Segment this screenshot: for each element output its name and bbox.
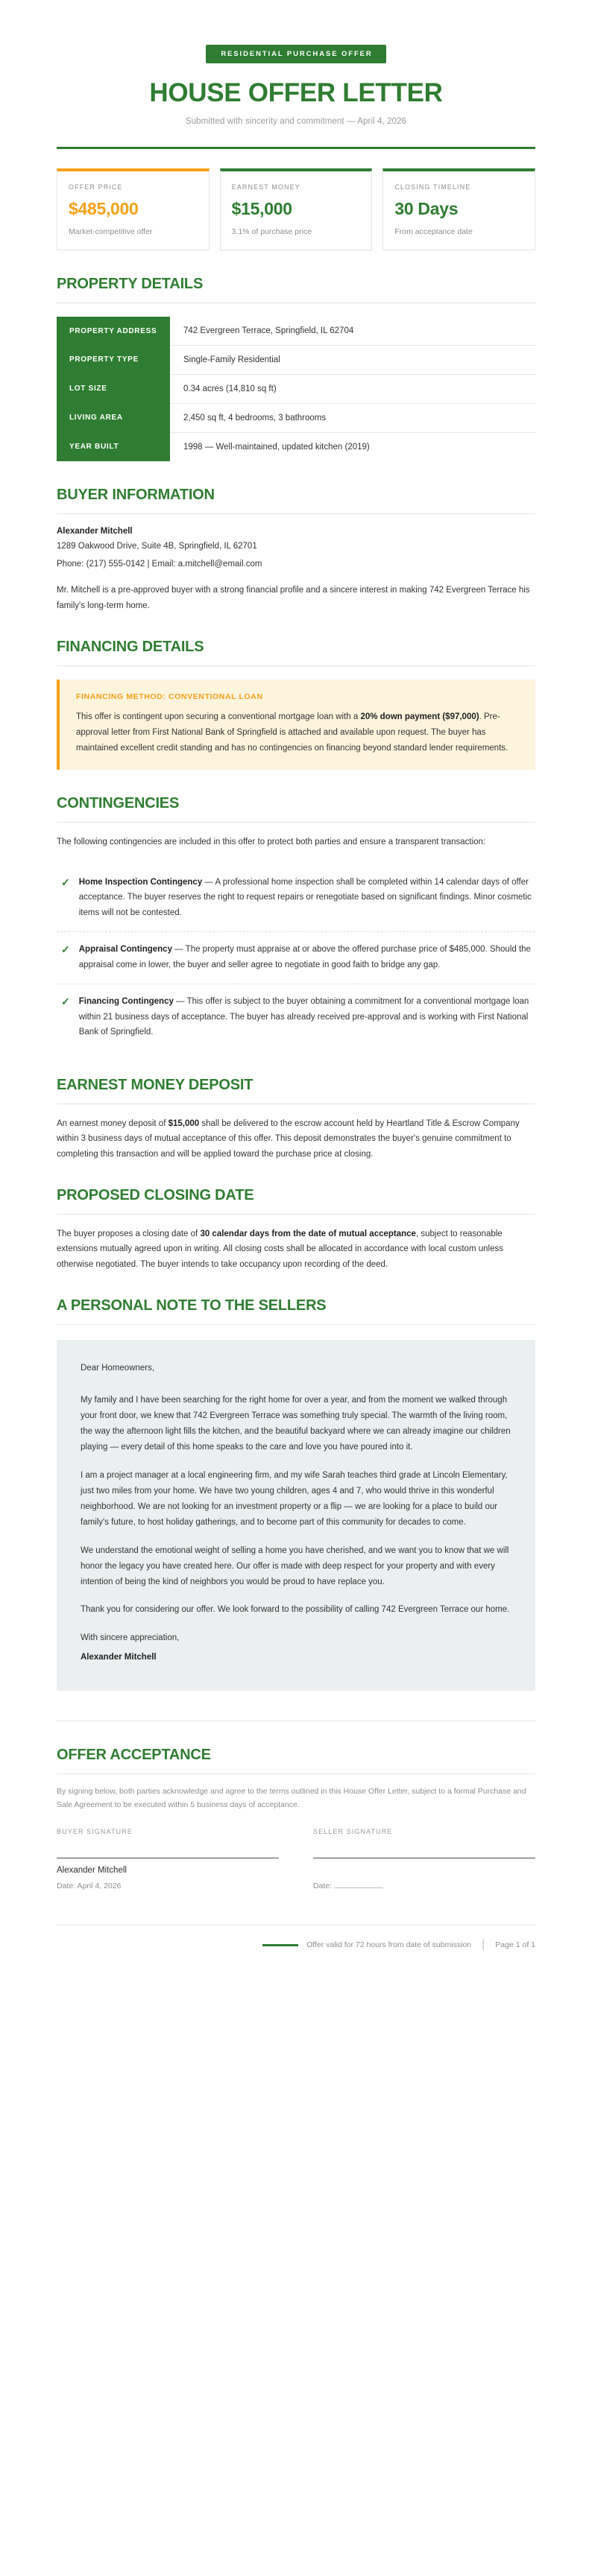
header-divider <box>57 147 535 149</box>
buyer-contact: Phone: (217) 555-0142 | Email: a.mitchell@email.com <box>57 559 262 569</box>
callout-text-part1: This offer is contingent upon securing a conventional mortgage loan with a <box>76 712 361 722</box>
closing-text-part1: The buyer proposes a closing date of <box>57 1230 201 1238</box>
table-row <box>57 345 535 374</box>
section-heading: BUYER INFORMATION <box>57 486 215 503</box>
table-row <box>57 432 535 461</box>
letter-paragraph: I am a project manager at a local engineering firm, and my wife Sarah teaches third grade at Lincoln Elementary, just two miles from your home. We have two young children, ages 4 and 7, who would thrive in this wonderful neighborhood. We are not looking for an investment property or a flip — we are looking for a place to build our family's future, to host holiday gatherings, and to become part of this community for decades to come. <box>81 1471 508 1527</box>
contingency-text <box>79 994 535 1039</box>
callout-title: FINANCING METHOD: CONVENTIONAL LOAN <box>76 692 263 702</box>
footer-separator: | <box>482 1938 485 1952</box>
buyer-name: Alexander Mitchell <box>57 526 133 536</box>
section-divider <box>57 513 535 514</box>
closing-body <box>57 1227 535 1272</box>
seller-signature-date <box>313 1882 535 1890</box>
contingency-text <box>79 875 535 920</box>
list-item <box>57 865 535 932</box>
section-property-details <box>57 276 535 461</box>
stat-card-closing-timeline <box>382 168 535 250</box>
letter-salutation: Dear Homeowners, <box>81 1364 155 1373</box>
signature-grid <box>57 1828 535 1890</box>
section-heading: CONTINGENCIES <box>57 795 180 812</box>
table-cell-value: 0.34 acres (14,810 sq ft) <box>170 374 535 403</box>
stat-note: Market-competitive offer <box>69 227 153 236</box>
section-heading: PROPERTY DETAILS <box>57 275 204 292</box>
document-footer <box>57 1938 535 2004</box>
page-title: HOUSE OFFER LETTER <box>149 78 443 107</box>
section-divider <box>57 1214 535 1215</box>
table-cell-value: 1998 — Well-maintained, updated kitchen (2019) <box>183 442 370 452</box>
table-cell-key: PROPERTY TYPE <box>57 345 170 374</box>
seller-signature-label: SELLER SIGNATURE <box>313 1828 393 1836</box>
section-divider <box>57 1324 535 1325</box>
section-personal-note <box>57 1297 535 1691</box>
letter-paragraph: Thank you for considering our offer. We look forward to the possibility of calling 742 Evergreen Terrace our home. <box>81 1605 510 1615</box>
contingency-body: — This offer is subject to the buyer obtaining a commitment for a conventional mortgage loan within 21 business days of acceptance. The buyer has already received pre-approval and is working with First National Bank of Springfield. <box>78 997 529 1037</box>
section-divider <box>57 822 535 823</box>
section-heading: PROPOSED CLOSING DATE <box>57 1187 254 1203</box>
list-item <box>57 932 535 984</box>
section-contingencies <box>57 795 535 1051</box>
seller-signature-block <box>313 1828 535 1890</box>
table-row <box>57 403 535 432</box>
table-cell-key: YEAR BUILT <box>57 432 170 461</box>
letter-signer: Alexander Mitchell <box>81 1653 157 1662</box>
section-heading: FINANCING DETAILS <box>57 639 204 656</box>
section-divider <box>57 1773 535 1774</box>
letter-paragraph: My family and I have been searching for the right home for over a year, and from the moment we walked through your front door, we knew that 742 Evergreen Terrace was something truly special. The warmth of the living room, the way the afternoon light fills the kitchen, and the beautiful backyard where we can already imagine our children playing — every detail of this home speaks to the care and love you have poured into it. <box>81 1396 511 1452</box>
letter-signoff: With sincere appreciation, <box>81 1633 180 1643</box>
stat-value: 30 Days <box>394 198 459 218</box>
stat-note: From acceptance date <box>394 227 473 236</box>
table-cell-value: 742 Evergreen Terrace, Springfield, IL 62704 <box>170 317 535 346</box>
section-financing-details <box>57 639 535 770</box>
callout-body <box>76 709 519 756</box>
contingency-text <box>79 942 535 972</box>
contingency-title: Financing Contingency <box>78 997 174 1007</box>
earnest-amount: $15,000 <box>168 1118 200 1128</box>
table-cell-key: PROPERTY ADDRESS <box>57 317 170 346</box>
seller-date-prefix: Date: <box>313 1882 333 1891</box>
table-row <box>57 374 535 403</box>
earnest-text-part1: An earnest money deposit of <box>57 1118 169 1128</box>
section-heading: A PERSONAL NOTE TO THE SELLERS <box>57 1297 327 1314</box>
callout-text-part2: . Pre-approval letter from First National Bank of Springfield is attached and available upon request. The buyer has maintained excellent credit standing and has no contingencies on financing beyond standard lender requirements. <box>76 712 508 753</box>
document-header <box>57 0 535 126</box>
stat-value: $485,000 <box>69 198 139 218</box>
offer-type-badge: RESIDENTIAL PURCHASE OFFER <box>206 45 385 63</box>
contingency-title: Home Inspection Contingency <box>78 877 203 887</box>
table-row <box>57 317 535 346</box>
personal-letter-box <box>57 1340 535 1691</box>
acceptance-note: By signing below, both parties acknowledge and agree to the terms outlined in this House Offer Letter, subject to a formal Purchase and Sale Agreement to be executed within 5 business days of acceptance. <box>57 1787 526 1810</box>
earnest-body <box>57 1116 535 1162</box>
property-details-table <box>57 317 535 461</box>
stat-card-offer-price <box>57 168 210 250</box>
buyer-summary: Mr. Mitchell is a pre-approved buyer with a strong financial profile and a sincere interest in making 742 Evergreen Terrace his family's long-term home. <box>57 586 530 610</box>
seller-signature-name <box>313 1866 535 1876</box>
financing-callout <box>57 680 535 770</box>
buyer-signature-date: Date: April 4, 2026 <box>57 1882 122 1891</box>
stat-label: OFFER PRICE <box>69 183 123 191</box>
check-icon: ✓ <box>61 943 70 956</box>
document-subtitle: Submitted with sincerity and commitment — April 4, 2026 <box>185 116 407 126</box>
table-cell-key: LIVING AREA <box>57 403 170 432</box>
footer-validity: Offer valid for 72 hours from date of submission <box>306 1940 472 1950</box>
check-icon: ✓ <box>61 876 70 888</box>
footer-dash-icon <box>262 1944 298 1946</box>
earnest-text-part2: shall be delivered to the escrow account held by Heartland Title & Escrow Company within 3 business days of mutual acceptance of this offer. This deposit demonstrates the buyer's genuine commitment to completing this transaction and will be applied toward the purchase price at closing. <box>57 1118 520 1159</box>
contingency-title: Appraisal Contingency <box>78 945 172 955</box>
stat-card-earnest-money <box>220 168 373 250</box>
buyer-signature-label: BUYER SIGNATURE <box>57 1828 133 1836</box>
stat-value: $15,000 <box>231 198 292 218</box>
letter-paragraph: We understand the emotional weight of selling a home you have cherished, and we want you to know that we will honor the legacy you have created here. Our offer is made with deep respect for your property and with every intention of being the kind of neighbors you would be proud to have replace you. <box>81 1545 509 1586</box>
stat-note: 3.1% of purchase price <box>231 227 312 236</box>
callout-text-emphasis: 20% down payment ($97,000) <box>360 712 479 722</box>
table-cell-key: LOT SIZE <box>57 374 170 403</box>
list-item <box>57 984 535 1051</box>
contingencies-intro: The following contingencies are included in this offer to protect both parties and ensure a transparent transaction: <box>57 838 486 847</box>
buyer-signature-name: Alexander Mitchell <box>57 1866 127 1876</box>
seller-date-blank[interactable] <box>334 1887 383 1888</box>
section-divider <box>57 665 535 666</box>
closing-text-part2: , subject to reasonable extensions mutually agreed upon in writing. All closing costs shall be allocated in accordance with local custom unless otherwise negotiated. The buyer intends to take occupancy upon recording of the deed. <box>57 1230 503 1269</box>
closing-term: 30 calendar days from the date of mutual acceptance <box>200 1230 416 1238</box>
stat-label: EARNEST MONEY <box>231 183 300 191</box>
table-cell-value: 2,450 sq ft, 4 bedrooms, 3 bathrooms <box>170 403 535 432</box>
buyer-address: 1289 Oakwood Drive, Suite 4B, Springfield, IL 62701 <box>57 541 257 551</box>
table-cell-value: Single-Family Residential <box>170 345 535 374</box>
stat-label: CLOSING TIMELINE <box>394 183 471 191</box>
summary-stats <box>57 168 535 250</box>
contingency-body: — A professional home inspection shall be completed within 14 calendar days of offer acceptance. The buyer reserves the right to request repairs or renegotiate based on significant findings. Minor cosmetic items will not be contested. <box>78 877 532 917</box>
buyer-signature-block <box>57 1828 279 1890</box>
section-heading: OFFER ACCEPTANCE <box>57 1747 211 1764</box>
section-proposed-closing-date <box>57 1187 535 1272</box>
check-icon: ✓ <box>61 996 70 1008</box>
section-heading: EARNEST MONEY DEPOSIT <box>57 1076 254 1093</box>
contingency-body: — The property must appraise at or above the offered purchase price of $485,000. Should the appraisal come in lower, the buyer and seller agree to negotiate in good faith to bridge any gap. <box>78 945 531 969</box>
contingency-list <box>57 865 535 1051</box>
footer-page-number: Page 1 of 1 <box>495 1940 535 1950</box>
section-offer-acceptance <box>57 1747 535 1890</box>
section-earnest-money-deposit <box>57 1077 535 1162</box>
section-buyer-information <box>57 487 535 614</box>
